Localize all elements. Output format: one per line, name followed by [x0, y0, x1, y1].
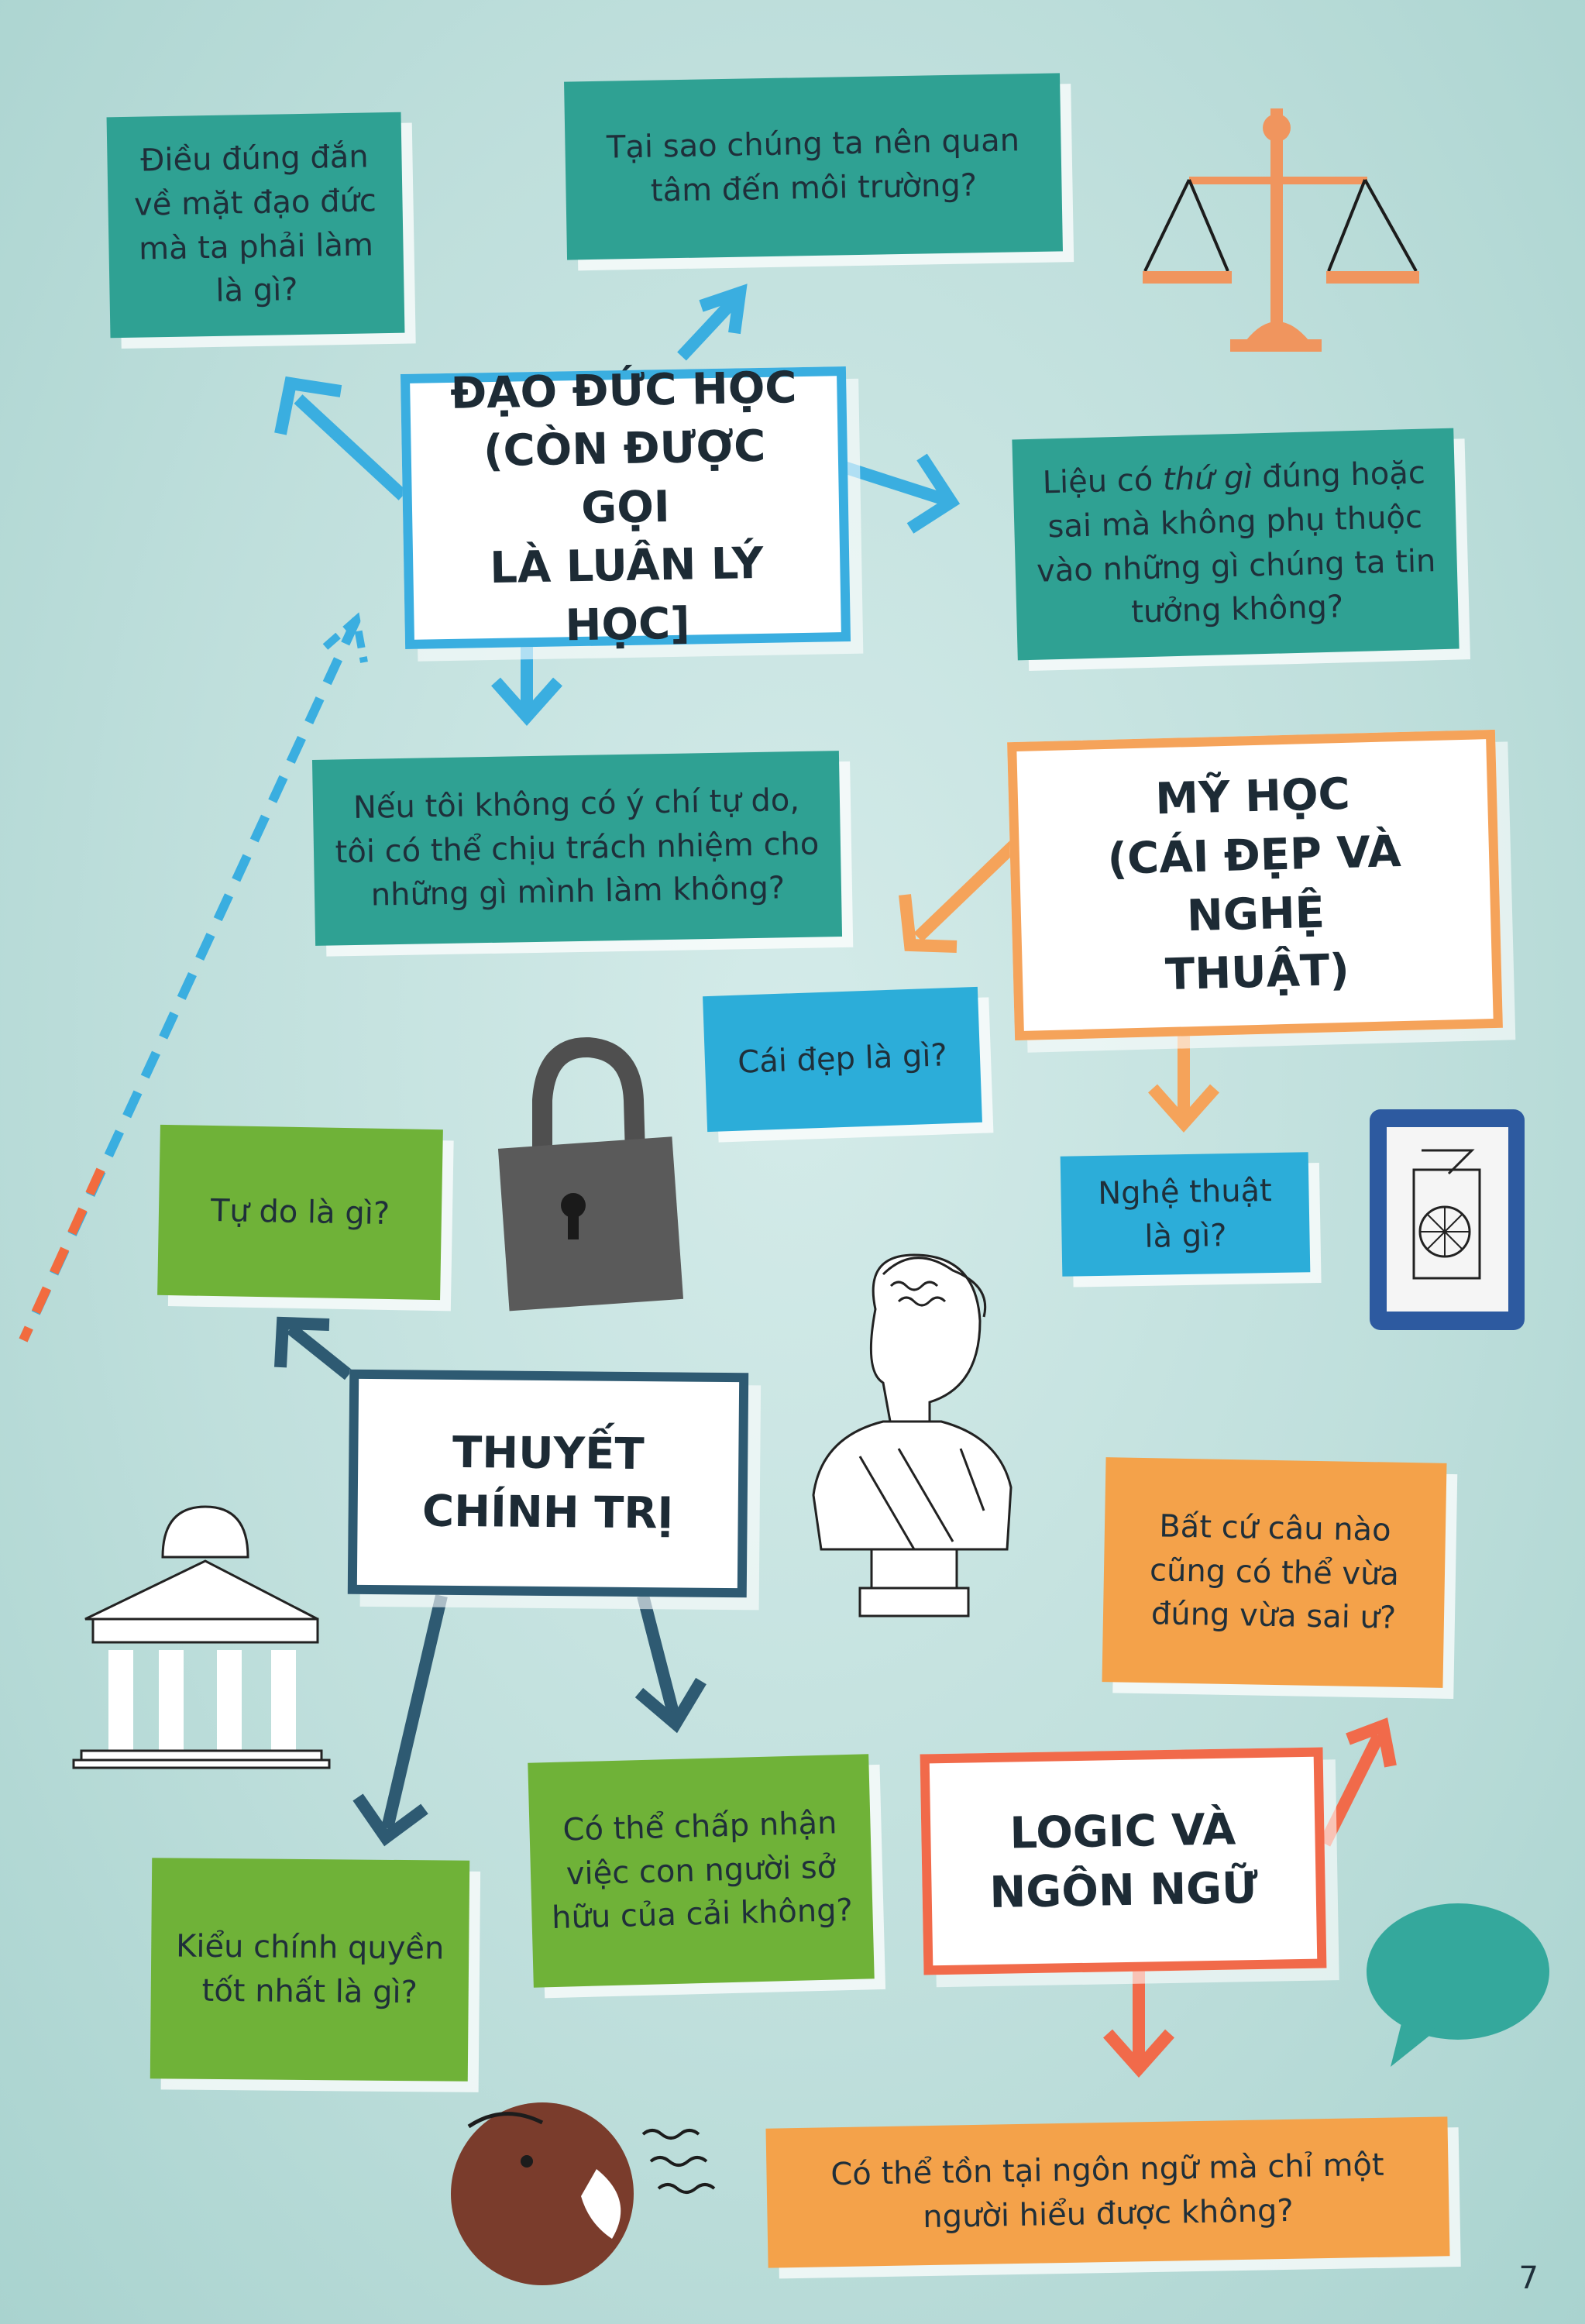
question-art-text: Nghệ thuật là gì? [1097, 1172, 1273, 1255]
question-objective-post: đúng hoặc sai mà không phụ thuộc vào những gì chúng ta tin tưởng không? [1036, 455, 1436, 631]
question-free-will [312, 751, 842, 946]
page-number: 7 [1518, 2260, 1539, 2296]
greek-bust-icon [813, 1255, 1011, 1616]
question-government-text: Kiểu chính quyền tốt nhất là gì? [175, 1928, 445, 2010]
question-environment-text: Tại sao chúng ta nên quan tâm đến môi trường? [606, 122, 1020, 209]
question-beauty-text: Cái đẹp là gì? [737, 1037, 948, 1081]
topic-logic-line-1: LOGIC VÀ [1009, 1804, 1236, 1859]
question-true-false-text: Bất cứ câu nào cũng có thể vừa đúng vừa sai ư? [1149, 1508, 1400, 1637]
topic-politics-line-2: CHÍNH TRỊ [421, 1486, 674, 1539]
question-property-text: Có thể chấp nhận việc con người sở hữu của cải không? [551, 1805, 854, 1937]
shouting-face-icon [451, 2102, 714, 2285]
classical-building-icon [74, 1507, 329, 1768]
question-true-false [1102, 1457, 1447, 1688]
topic-logic [920, 1747, 1327, 1975]
question-private-language [765, 2116, 1449, 2267]
question-art [1061, 1152, 1311, 1277]
question-objective-pre: Liệu có [1042, 462, 1164, 501]
question-free-will-text: Nếu tôi không có ý chí tự do, tôi có thể chịu trách nhiệm cho những gì mình làm không? [335, 782, 820, 914]
question-objective [1012, 428, 1459, 661]
padlock-icon [498, 1047, 683, 1311]
question-environment [564, 73, 1063, 260]
scales-icon [1143, 108, 1419, 352]
question-objective-text [1013, 450, 1459, 638]
question-objective-em: thứ gì [1162, 459, 1253, 498]
topic-politics-line-1: THUYẾT [452, 1428, 645, 1480]
question-property [528, 1754, 874, 1987]
question-government [150, 1858, 469, 2082]
topic-aesthetics-line-1: MỸ HỌC [1154, 769, 1351, 825]
question-freedom [157, 1125, 443, 1300]
topic-aesthetics-line-3: THUẬT) [1164, 944, 1350, 1001]
framed-art-icon [1370, 1109, 1525, 1330]
topic-politics [348, 1370, 749, 1597]
question-ethics-right-text: Điều đúng đắn về mặt đạo đức mà ta phải làm là gì? [133, 139, 377, 310]
topic-ethics-line-1: ĐẠO ĐỨC HỌC [449, 362, 797, 419]
topic-aesthetics [1007, 730, 1503, 1040]
speech-bubble-icon [1367, 1903, 1549, 2067]
question-ethics-right [107, 112, 405, 339]
question-freedom-text: Tự do là gì? [210, 1192, 390, 1232]
topic-ethics-line-3: LÀ LUÂN LÝ HỌC] [489, 538, 764, 651]
dashed-connector-orange [23, 1170, 101, 1340]
question-private-language-text: Có thể tồn tại ngôn ngữ mà chỉ một người hiểu được không? [830, 2147, 1384, 2236]
topic-ethics [401, 362, 851, 651]
topic-aesthetics-line-2: (CÁI ĐẸP VÀ NGHỆ [1106, 826, 1402, 941]
question-beauty [703, 987, 982, 1132]
topic-logic-line-2: NGÔN NGỮ [988, 1862, 1259, 1918]
topic-ethics-line-2: (CÒN ĐƯỢC GỌI [483, 421, 766, 534]
